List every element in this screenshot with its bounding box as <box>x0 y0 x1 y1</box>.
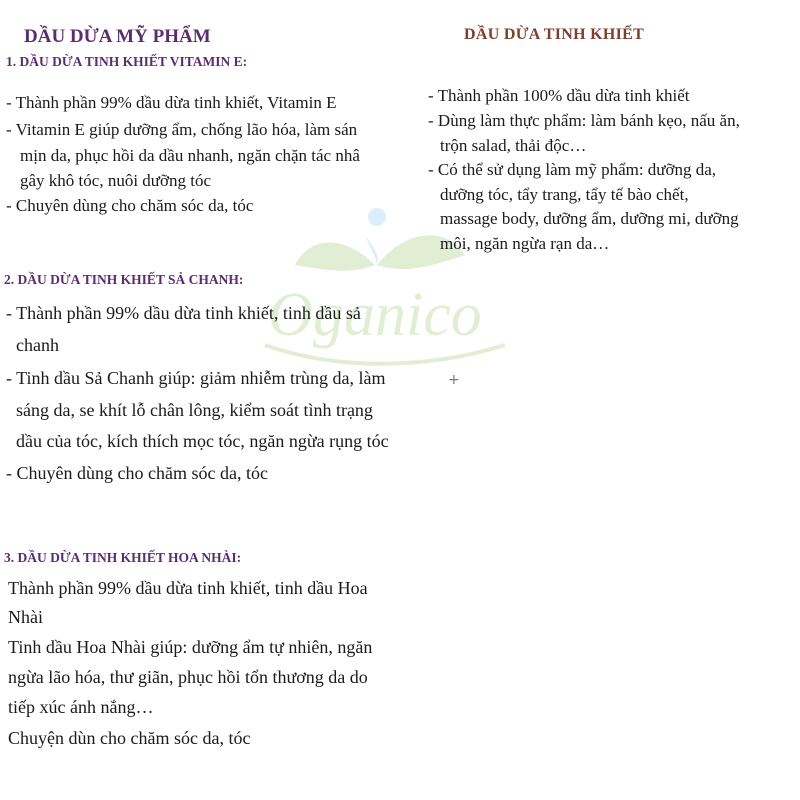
right-line: massage body, dưỡng ẩm, dưỡng mi, dưỡng <box>440 209 739 228</box>
right-title: DẦU DỪA TINH KHIẾT <box>464 26 645 43</box>
section2-line: sáng da, se khít lỗ chân lông, kiểm soát tình trạng <box>16 400 373 420</box>
section3-line: Thành phần 99% dầu dừa tinh khiết, tinh dầu Hoa <box>8 578 368 598</box>
right-line: - Dùng làm thực phẩm: làm bánh kẹo, nấu ăn, <box>428 111 740 130</box>
right-line: môi, ngăn ngừa rạn da… <box>440 234 610 253</box>
section3-line: ngừa lão hóa, thư giãn, phục hồi tổn thương da do <box>8 667 368 687</box>
right-line: - Có thể sử dụng làm mỹ phẩm: dưỡng da, <box>428 160 717 179</box>
right-line: - Thành phần 100% dầu dừa tinh khiết <box>428 86 690 105</box>
section3-line: Chuyện dùn cho chăm sóc da, tóc <box>8 728 251 748</box>
plus-mark: + <box>448 372 460 388</box>
section1-line: - Thành phần 99% dầu dừa tinh khiết, Vitamin E <box>6 93 337 112</box>
section2-line: - Chuyên dùng cho chăm sóc da, tóc <box>6 463 268 483</box>
section2-line: - Thành phần 99% dầu dừa tinh khiết, tinh dầu sả <box>6 303 361 323</box>
section1-line: - Chuyên dùng cho chăm sóc da, tóc <box>6 196 254 215</box>
section3-line: Tinh dầu Hoa Nhài giúp: dưỡng ẩm tự nhiên, ngăn <box>8 637 373 657</box>
section1-heading: 1. DẦU DỪA TINH KHIẾT VITAMIN E: <box>6 54 248 69</box>
section1-line: - Vitamin E giúp dưỡng ẩm, chống lão hóa, làm sán <box>6 120 358 139</box>
section1-line: mịn da, phục hồi da dầu nhanh, ngăn chặn tác nhâ <box>20 146 360 165</box>
section2-line: dầu của tóc, kích thích mọc tóc, ngăn ngừa rụng tóc <box>16 431 389 451</box>
left-title: DẦU DỪA MỸ PHẨM <box>24 26 211 47</box>
section1-line: gây khô tóc, nuôi dưỡng tóc <box>20 171 212 190</box>
section2-heading: 2. DẦU DỪA TINH KHIẾT SẢ CHANH: <box>4 272 244 287</box>
section2-line: - Tinh dầu Sả Chanh giúp: giảm nhiễm trùng da, làm <box>6 368 386 388</box>
right-line: trộn salad, thải độc… <box>440 136 587 155</box>
watermark-brand: Oganico <box>268 281 482 349</box>
section3-line: Nhài <box>8 607 43 627</box>
right-line: dưỡng tóc, tẩy trang, tẩy tế bào chết, <box>440 185 689 204</box>
section2-line: chanh <box>16 335 59 355</box>
section3-line: tiếp xúc ánh nắng… <box>8 697 154 717</box>
section3-heading: 3. DẦU DỪA TINH KHIẾT HOA NHÀI: <box>4 550 242 565</box>
